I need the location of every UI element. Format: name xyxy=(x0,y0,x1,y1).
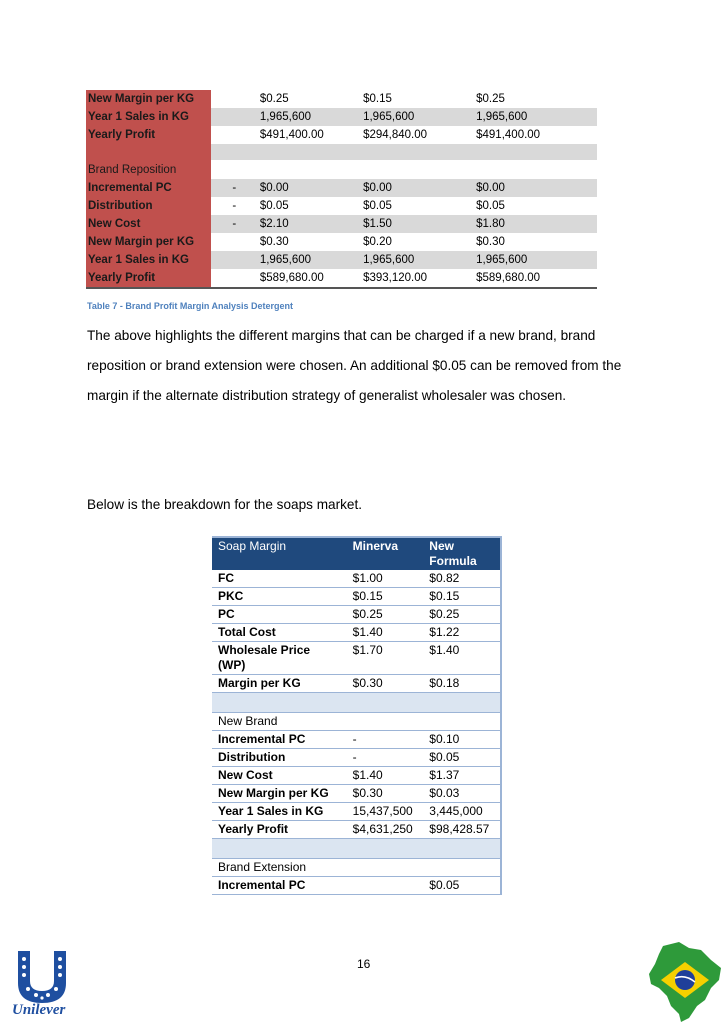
table-row xyxy=(212,675,501,693)
row-dash: - xyxy=(211,179,258,197)
cell-value: $0.25 xyxy=(476,93,505,105)
cell-value: $393,120.00 xyxy=(361,269,474,288)
soap-margin-table xyxy=(212,536,502,895)
cell-value: $589,680.00 xyxy=(258,269,361,288)
row-label: Year 1 Sales in KG xyxy=(212,803,347,821)
row-label: PC xyxy=(212,606,347,624)
cell-value: 15,437,500 xyxy=(347,803,424,821)
table-row xyxy=(86,179,597,197)
cell-value: $0.20 xyxy=(363,236,392,248)
empty-cell xyxy=(258,160,361,179)
empty-cell xyxy=(258,144,361,160)
row-label: Margin per KG xyxy=(212,675,347,693)
table-row xyxy=(212,588,501,606)
cell-value: $0.00 xyxy=(474,179,597,197)
table-row xyxy=(212,606,501,624)
row-label: Yearly Profit xyxy=(212,821,347,839)
body-paragraph xyxy=(87,321,647,411)
row-dash xyxy=(211,90,258,108)
row-dash xyxy=(211,108,258,126)
cell-value: $0.18 xyxy=(423,675,501,693)
empty-cell xyxy=(211,144,258,160)
table-row xyxy=(86,197,597,215)
cell-value: $1.40 xyxy=(423,642,501,675)
cell-value: 1,965,600 xyxy=(258,251,361,269)
cell-value: $0.10 xyxy=(423,731,501,749)
cell-value: 3,445,000 xyxy=(423,803,501,821)
row-label: Incremental PC xyxy=(212,877,347,895)
cell-value: 1,965,600 xyxy=(361,251,474,269)
header-cell: Soap Margin xyxy=(212,537,347,570)
unilever-logo xyxy=(10,947,74,1026)
empty-cell xyxy=(423,693,501,713)
empty-cell xyxy=(347,713,424,731)
table-row xyxy=(212,624,501,642)
cell-value: $491,400.00 xyxy=(476,129,541,141)
row-label: Distribution xyxy=(212,749,347,767)
cell-value: $0.25 xyxy=(423,606,501,624)
cell-value: $0.15 xyxy=(363,93,392,105)
cell-value: $0.30 xyxy=(259,236,289,248)
cell-value: $0.05 xyxy=(423,877,501,895)
empty-cell xyxy=(423,713,501,731)
row-label: Incremental PC xyxy=(212,731,347,749)
cell-value: $0.05 xyxy=(423,749,501,767)
cell-value: $0.03 xyxy=(423,785,501,803)
table-row xyxy=(212,731,501,749)
table-row xyxy=(86,108,597,126)
cell-value: $1.40 xyxy=(347,624,424,642)
table-header-row xyxy=(212,537,501,570)
soaps-intro: Below is the breakdown for the soaps market. xyxy=(87,497,363,512)
cell-value: 1,965,600 xyxy=(258,108,361,126)
section-title: New Brand xyxy=(212,713,347,731)
table-row xyxy=(212,642,501,675)
cell-value: $1.22 xyxy=(423,624,501,642)
cell-value: $98,428.57 xyxy=(423,821,501,839)
empty-cell xyxy=(347,859,424,877)
cell-value: $0.25 xyxy=(259,93,289,105)
cell-value: $2.10 xyxy=(258,215,361,233)
cell-value: $4,631,250 xyxy=(347,821,424,839)
cell-value: 1,965,600 xyxy=(361,108,474,126)
row-label: Year 1 Sales in KG xyxy=(86,108,211,126)
header-cell: New Formula xyxy=(423,537,501,570)
empty-cell xyxy=(212,693,347,713)
spacer-row xyxy=(212,693,501,713)
row-dash xyxy=(211,233,258,251)
row-label: Yearly Profit xyxy=(86,269,211,288)
cell-value: - xyxy=(347,749,424,767)
table-row xyxy=(212,749,501,767)
empty-cell xyxy=(423,859,501,877)
row-label: Yearly Profit xyxy=(86,126,211,144)
cell-value: $1.80 xyxy=(474,215,597,233)
cell-value: $0.15 xyxy=(423,588,501,606)
row-label: New Margin per KG xyxy=(86,90,211,108)
empty-cell xyxy=(474,160,597,179)
cell-value: $0.05 xyxy=(476,200,505,212)
empty-cell xyxy=(347,839,424,859)
section-title: Brand Extension xyxy=(212,859,347,877)
cell-value: $0.00 xyxy=(361,179,474,197)
row-label: New Cost xyxy=(212,767,347,785)
logo-text: Unilever xyxy=(12,1002,66,1018)
row-dash xyxy=(211,269,258,288)
row-label: FC xyxy=(212,570,347,588)
table-row xyxy=(86,251,597,269)
brazil-map-flag xyxy=(645,940,725,1029)
cell-value: $1.70 xyxy=(347,642,424,675)
paragraph-line: The above highlights the different margins that can be charged if a new brand, brand xyxy=(87,328,596,343)
table-row xyxy=(86,233,597,251)
section-row xyxy=(86,160,597,179)
row-dash: - xyxy=(211,215,258,233)
cell-value: $0.05 xyxy=(363,200,392,212)
empty-cell xyxy=(361,144,474,160)
table-caption: Table 7 - Brand Profit Margin Analysis Detergent xyxy=(87,301,294,311)
table-row xyxy=(212,803,501,821)
cell-value xyxy=(347,877,424,895)
row-label: Incremental PC xyxy=(86,179,211,197)
brazil-flag-icon xyxy=(645,940,725,1024)
cell-value: 1,965,600 xyxy=(474,108,597,126)
table-row xyxy=(212,821,501,839)
cell-value: $1.37 xyxy=(423,767,501,785)
table-row xyxy=(212,767,501,785)
empty-cell xyxy=(211,160,258,179)
section-row xyxy=(212,713,501,731)
row-label: New Margin per KG xyxy=(212,785,347,803)
header-cell: Minerva xyxy=(347,537,424,570)
row-dash: - xyxy=(232,200,237,212)
row-label: New Cost xyxy=(86,215,211,233)
paragraph-line: reposition or brand extension were chosen. An additional $0.05 can be removed from the xyxy=(87,358,622,373)
section-title: Brand Reposition xyxy=(86,160,211,179)
cell-value: $0.82 xyxy=(423,570,501,588)
cell-value: $589,680.00 xyxy=(474,269,597,288)
row-label-empty xyxy=(86,144,211,160)
cell-value: $0.05 xyxy=(259,200,289,212)
empty-cell xyxy=(423,839,501,859)
spacer-row xyxy=(86,144,597,160)
section-row xyxy=(212,859,501,877)
cell-value: $0.30 xyxy=(347,785,424,803)
empty-cell xyxy=(347,693,424,713)
table-row xyxy=(86,215,597,233)
cell-value: $0.15 xyxy=(347,588,424,606)
cell-value: $294,840.00 xyxy=(363,129,428,141)
cell-value: - xyxy=(347,731,424,749)
cell-value: $0.30 xyxy=(347,675,424,693)
empty-cell xyxy=(212,839,347,859)
row-dash xyxy=(211,251,258,269)
row-label: Total Cost xyxy=(212,624,347,642)
cell-value: 1,965,600 xyxy=(474,251,597,269)
row-label: Wholesale Price (WP) xyxy=(212,642,347,675)
table-row xyxy=(86,126,597,144)
cell-value: $0.30 xyxy=(476,236,505,248)
paragraph-line: margin if the alternate distribution strategy of generalist wholesaler was chosen. xyxy=(87,388,567,403)
table-row xyxy=(212,570,501,588)
row-label: Distribution xyxy=(86,197,211,215)
spacer-row xyxy=(212,839,501,859)
cell-value: $1.40 xyxy=(347,767,424,785)
row-dash xyxy=(211,126,258,144)
detergent-margin-table xyxy=(86,90,597,289)
cell-value: $1.50 xyxy=(361,215,474,233)
cell-value: $0.25 xyxy=(347,606,424,624)
table-row xyxy=(86,90,597,108)
row-label: PKC xyxy=(212,588,347,606)
page-number: 16 xyxy=(357,957,371,971)
table-row xyxy=(212,785,501,803)
empty-cell xyxy=(474,144,597,160)
cell-value: $491,400.00 xyxy=(259,129,324,141)
row-label: New Margin per KG xyxy=(86,233,211,251)
table-row xyxy=(86,269,597,288)
empty-cell xyxy=(361,160,474,179)
row-label: Year 1 Sales in KG xyxy=(86,251,211,269)
table-row xyxy=(212,877,501,895)
cell-value: $1.00 xyxy=(347,570,424,588)
cell-value: $0.00 xyxy=(258,179,361,197)
